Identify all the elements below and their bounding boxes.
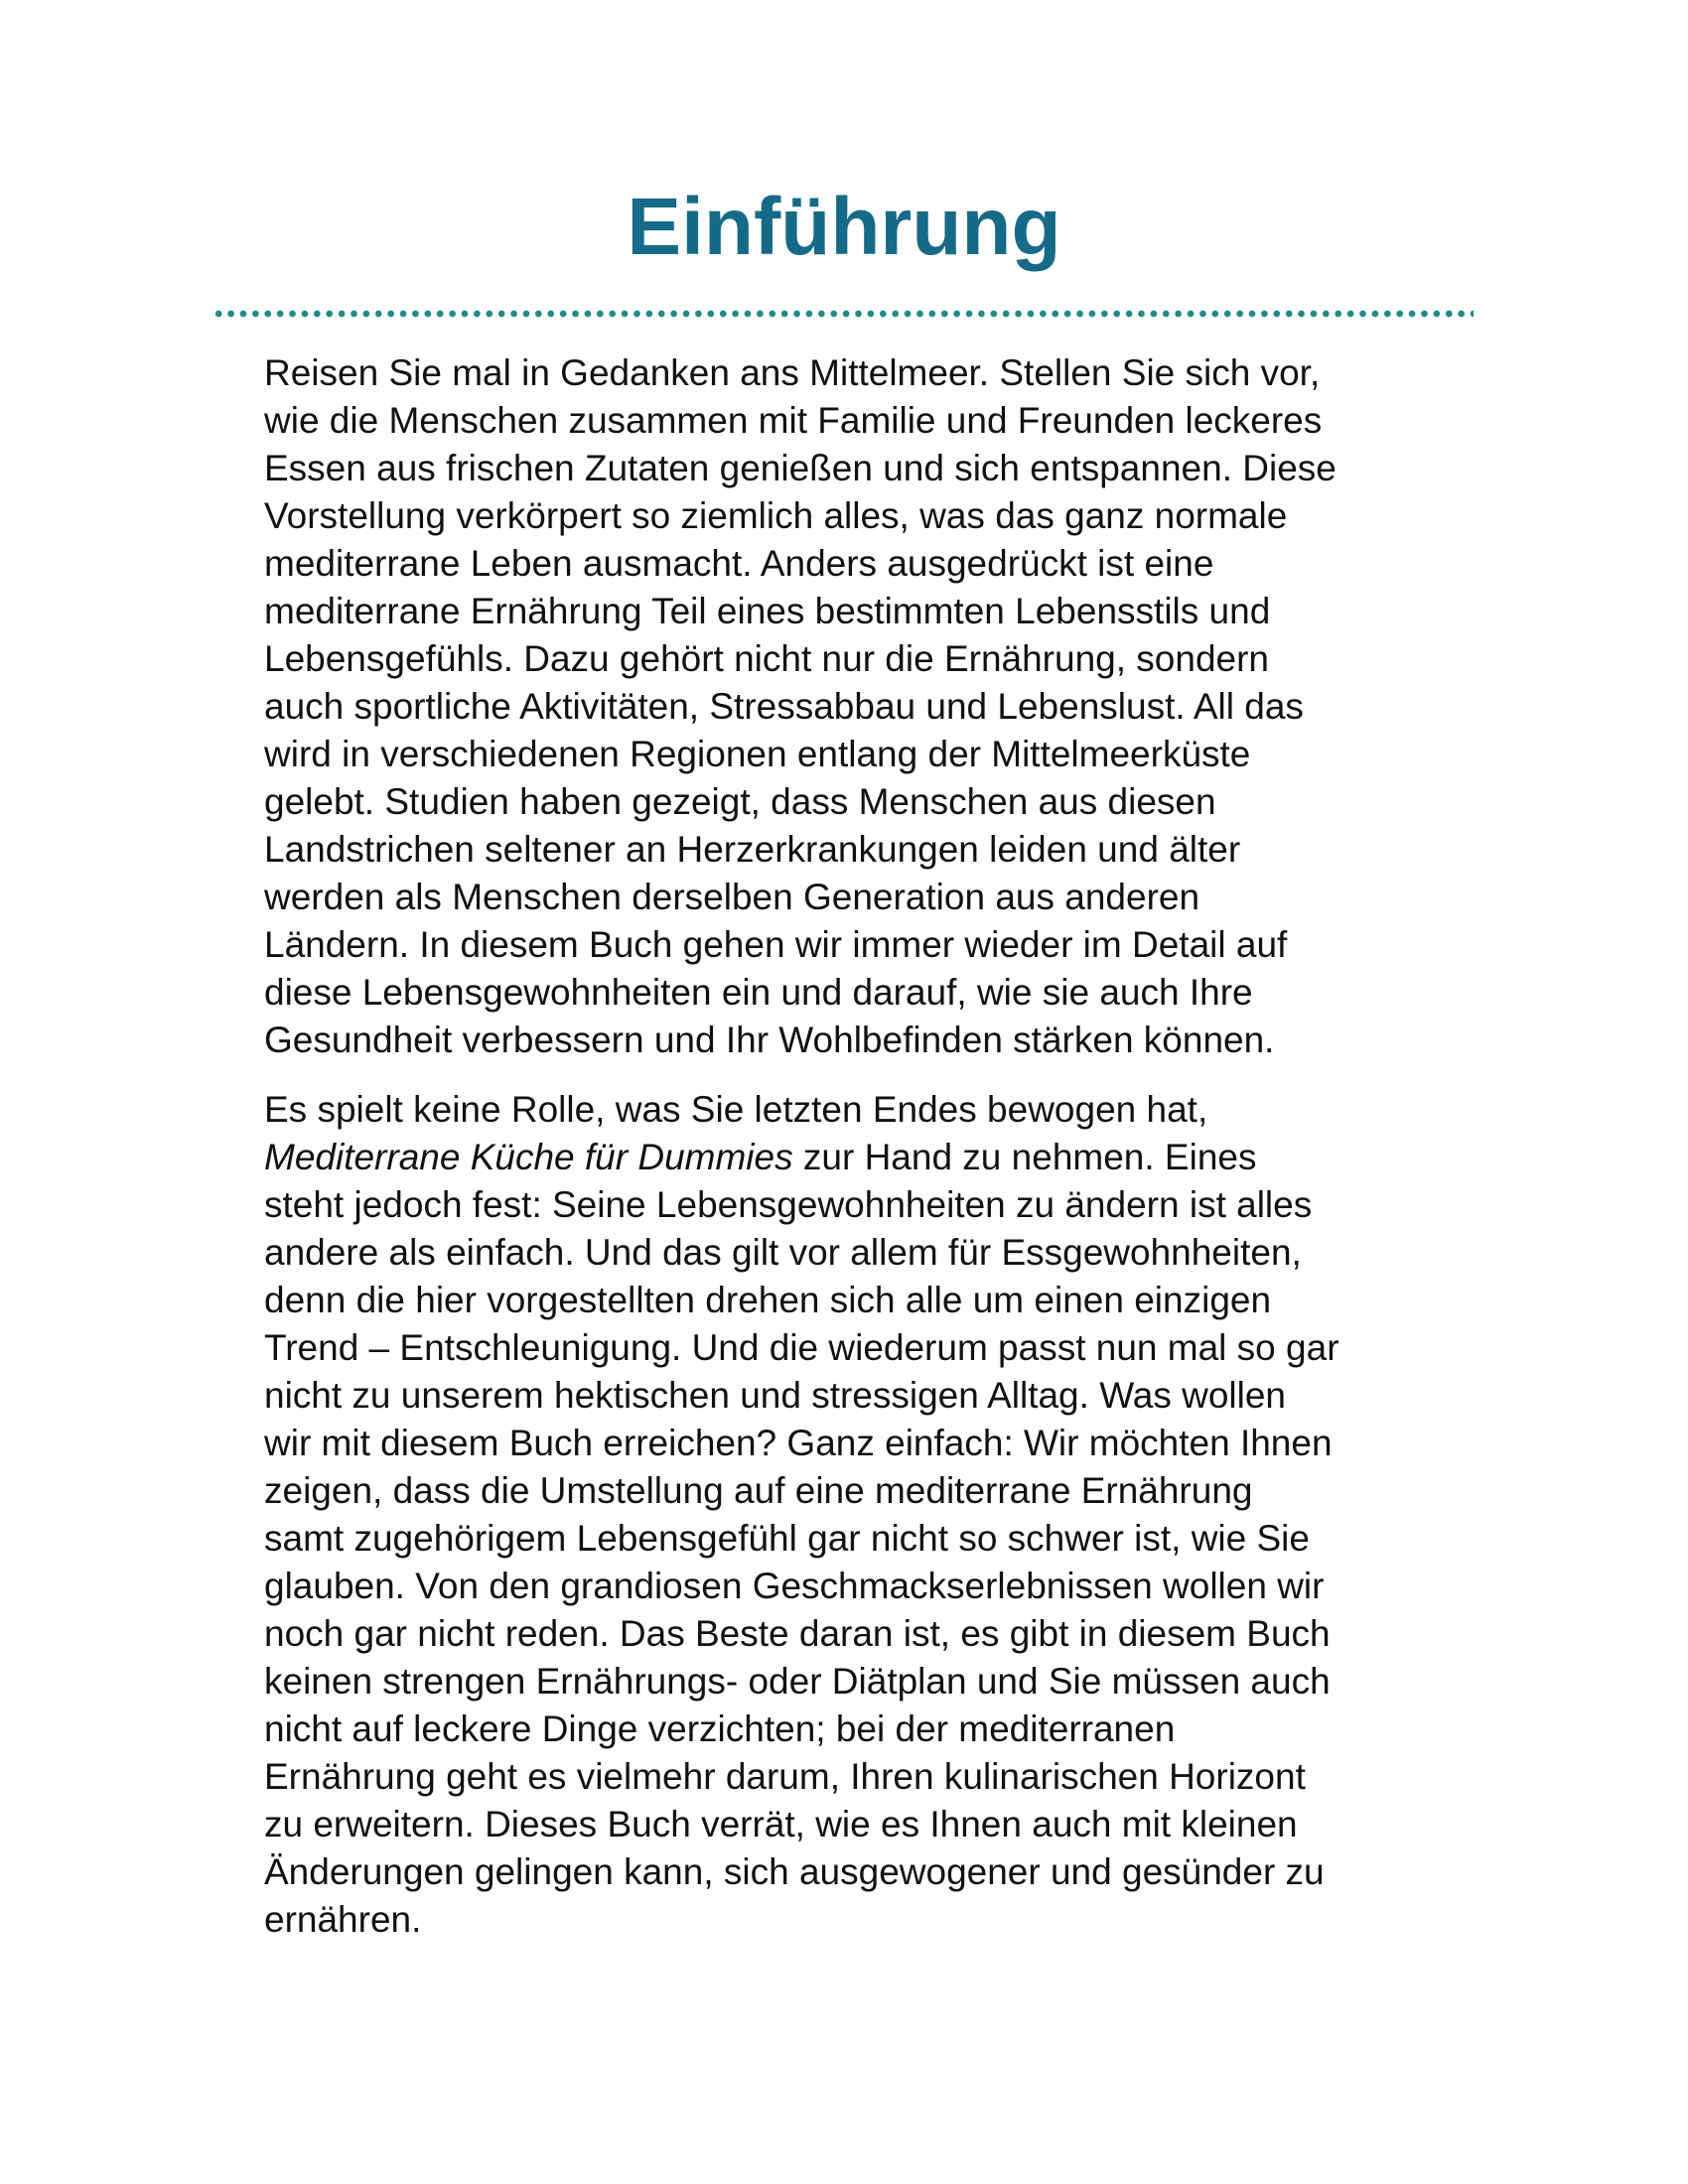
text-line: Gesundheit verbessern und Ihr Wohlbefinden stärken können. [264,1020,1275,1060]
text-line: samt zugehörigem Lebensgefühl gar nicht so schwer ist, wie Sie [264,1518,1310,1559]
text-line: Vorstellung verkörpert so ziemlich alles, was das ganz normale [264,495,1288,536]
text-line: keinen strengen Ernährungs- oder Diätplan und Sie müssen auch [264,1661,1331,1702]
dotted-divider [212,310,1474,318]
text-line: Trend – Entschleunigung. Und die wiederum passt nun mal so gar [264,1327,1339,1368]
paragraph-1 [264,349,1505,1064]
text-line: gelebt. Studien haben gezeigt, dass Menschen aus diesen [264,781,1216,822]
text-line: Landstrichen seltener an Herzerkrankungen leiden und älter [264,829,1241,870]
text-line: wie die Menschen zusammen mit Familie und Freunden leckeres [264,400,1323,441]
text-line: Lebensgefühls. Dazu gehört nicht nur die Ernährung, sondern [264,638,1270,679]
text-line: auch sportliche Aktivitäten, Stressabbau und Lebenslust. All das [264,686,1304,727]
text-line: nicht zu unserem hektischen und stressigen Alltag. Was wollen [264,1375,1286,1416]
text-line: andere als einfach. Und das gilt vor allem für Essgewohnheiten, [264,1232,1302,1273]
text-line: werden als Menschen derselben Generation aus anderen [264,877,1200,917]
text-line: Änderungen gelingen kann, sich ausgewogener und gesünder zu [264,1851,1325,1892]
text-line: diese Lebensgewohnheiten ein und darauf, wie sie auch Ihre [264,972,1253,1013]
text-line: wir mit diesem Buch erreichen? Ganz einfach: Wir möchten Ihnen [264,1423,1333,1463]
chapter-title: Einführung [627,182,1061,272]
text-line: denn die hier vorgestellten drehen sich alle um einen einzigen [264,1280,1272,1320]
text-line: ernähren. [264,1899,422,1940]
text-line: noch gar nicht reden. Das Beste daran ist, es gibt in diesem Buch [264,1613,1331,1654]
text-line: nicht auf leckere Dinge verzichten; bei der mediterranen [264,1708,1176,1749]
body-text [264,349,1505,1966]
text-line: wird in verschiedenen Regionen entlang der Mittelmeerküste [264,734,1251,774]
text-line: Reisen Sie mal in Gedanken ans Mittelmeer. Stellen Sie sich vor, [264,352,1321,393]
text-line: mediterrane Leben ausmacht. Anders ausgedrückt ist eine [264,543,1214,584]
text-line [264,1134,1505,1181]
text-line: Ernährung geht es vielmehr darum, Ihren kulinarischen Horizont [264,1756,1306,1797]
text-line: Ländern. In diesem Buch gehen wir immer wieder im Detail auf [264,924,1288,965]
text-line: Essen aus frischen Zutaten genießen und sich entspannen. Diese [264,448,1336,488]
text-line: glauben. Von den grandiosen Geschmackserlebnissen wollen wir [264,1566,1325,1606]
book-title: Mediterrane Küche für Dummies [264,1137,793,1177]
text-line: zu erweitern. Dieses Buch verrät, wie es Ihnen auch mit kleinen [264,1804,1298,1844]
paragraph-2 [264,1086,1505,1944]
text-line: steht jedoch fest: Seine Lebensgewohnheiten zu ändern ist alles [264,1184,1313,1225]
text-line: mediterrane Ernährung Teil eines bestimmten Lebensstils und [264,591,1271,631]
text-line: Es spielt keine Rolle, was Sie letzten Endes bewogen hat, [264,1089,1208,1130]
text-fragment: zur Hand zu nehmen. Eines [792,1137,1257,1177]
text-line: zeigen, dass die Umstellung auf eine mediterrane Ernährung [264,1470,1253,1511]
